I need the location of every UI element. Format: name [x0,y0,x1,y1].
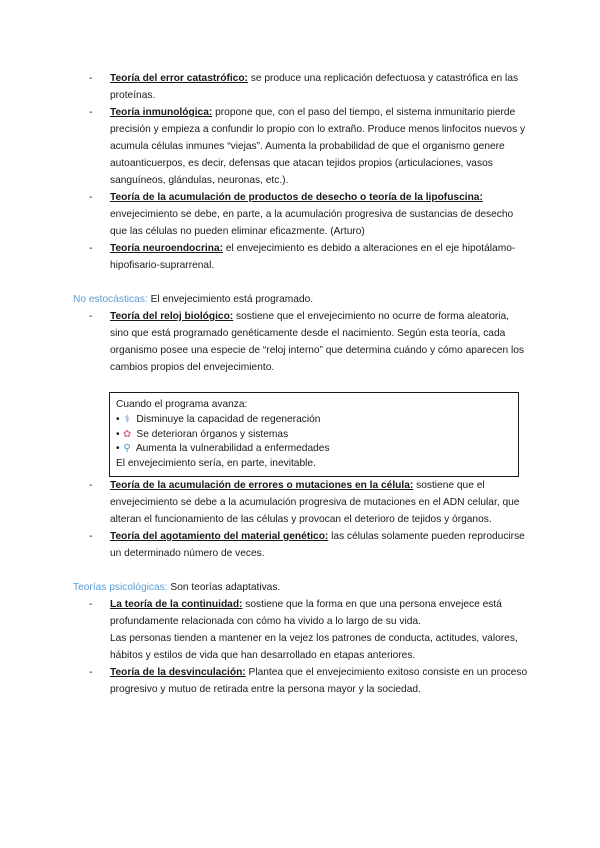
list-item [110,528,530,562]
list-item [110,104,530,189]
box-bullet [116,428,512,443]
box-bullet [116,413,512,428]
section-psicologicas [73,579,530,596]
box-bullet-text: Aumenta la vulnerabilidad a enfermedades [133,443,330,455]
theory-term: Teoría del error catastrófico: [110,73,248,84]
theory-term: Teoría del reloj biológico: [110,311,234,322]
theory-text: Plantea que el envejecimiento exitoso consiste en un proceso progresivo y mutuo de retirada entre la persona mayor y la sociedad. [110,666,528,695]
theory-list-1 [73,70,530,274]
theory-text: las células solamente pueden reproducirse un determinado número de veces. [110,530,525,559]
theory-term: Teoría neuroendocrina: [110,243,224,254]
theory-term: La teoría de la continuidad: [110,598,243,610]
theory-text: sostiene que el envejecimiento no ocurre de forma aleatoria, sino que está programado genéticamente desde el nacimiento. Según esta teoría, cada organismo posee una especie de “reloj interno” que determina cuándo y cómo aparecen los cambios propios del envejecimiento. [110,311,524,373]
dna-icon: ⚕ [124,413,130,425]
section-heading: Teorías psicológicas: [73,581,168,593]
theory-text: sostiene que la forma en que una persona envejece está profundamente relacionada con cómo ha vivido a lo largo de su vida. [110,598,502,627]
stethoscope-icon: ⚲ [123,443,131,455]
theory-text: sostiene que el envejecimiento se debe a la acumulación progresiva de mutaciones en el ADN celular, que alteran el funcionamiento de las células y provocan el deterioro de tejidos y órganos. [110,479,520,525]
theory-term: Teoría de la acumulación de errores o mutaciones en la célula: [110,479,414,491]
brain-icon: ✿ [122,428,132,440]
box-bullet [116,442,512,457]
theory-term: Teoría inmunológica: [110,107,213,118]
list-item [110,240,530,274]
box-intro: Cuando el programa avanza: [116,399,248,410]
theory-extra-text: Las personas tienden a mantener en la vejez los patrones de conducta, actitudes, valores, hábitos y estilos de vida que han desarrollado en etapas anteriores. [110,632,518,661]
list-item [110,596,530,664]
theory-text: envejecimiento se debe, en parte, a la acumulación progresiva de sustancias de desecho que las células no pueden eliminar eficazmente. (Arturo) [110,209,514,237]
section-intro: Son teorías adaptativas. [167,581,281,593]
theory-text: propone que, con el paso del tiempo, el sistema inmunitario pierde precisión y empieza a confundir lo propio con lo extraño. Produce menos linfocitos nuevos y acumula células inmunes “viejas”. Aumenta la probabilidad de que el organismo genere autoanticuerpos, es decir, defensas que atacan tejidos propios (articulaciones, vasos sanguíneos, glándulas, neuronas, etc.). [110,107,526,186]
section-intro: El envejecimiento está programado. [147,294,314,305]
theory-list-2 [73,308,530,376]
theory-term: Teoría de la acumulación de productos de desecho o teoría de la lipofuscina: [110,192,483,203]
section-heading: No estocásticas: [73,294,148,305]
box-bullet-text: Disminuye la capacidad de regeneración [133,413,321,425]
list-item [110,477,530,528]
box-bullet-text: Se deterioran órganos y sistemas [133,428,289,440]
list-item [110,308,530,376]
box-outro: El envejecimiento sería, en parte, inevitable. [116,458,316,470]
theory-term: Teoría de la desvinculación: [110,666,246,678]
list-item [110,189,530,240]
list-item [110,664,530,698]
theory-text: se produce una replicación defectuosa y catastrófica en las proteínas. [110,73,519,101]
program-box [109,392,519,477]
theory-text: el envejecimiento es debido a alteraciones en el eje hipotálamo-hipofisario-suprarrenal. [110,243,516,271]
section-no-estocasticas [73,291,530,308]
list-item [110,70,530,104]
theory-list-4 [73,596,530,698]
theory-term: Teoría del agotamiento del material genético: [110,530,329,542]
theory-list-3 [73,477,530,562]
